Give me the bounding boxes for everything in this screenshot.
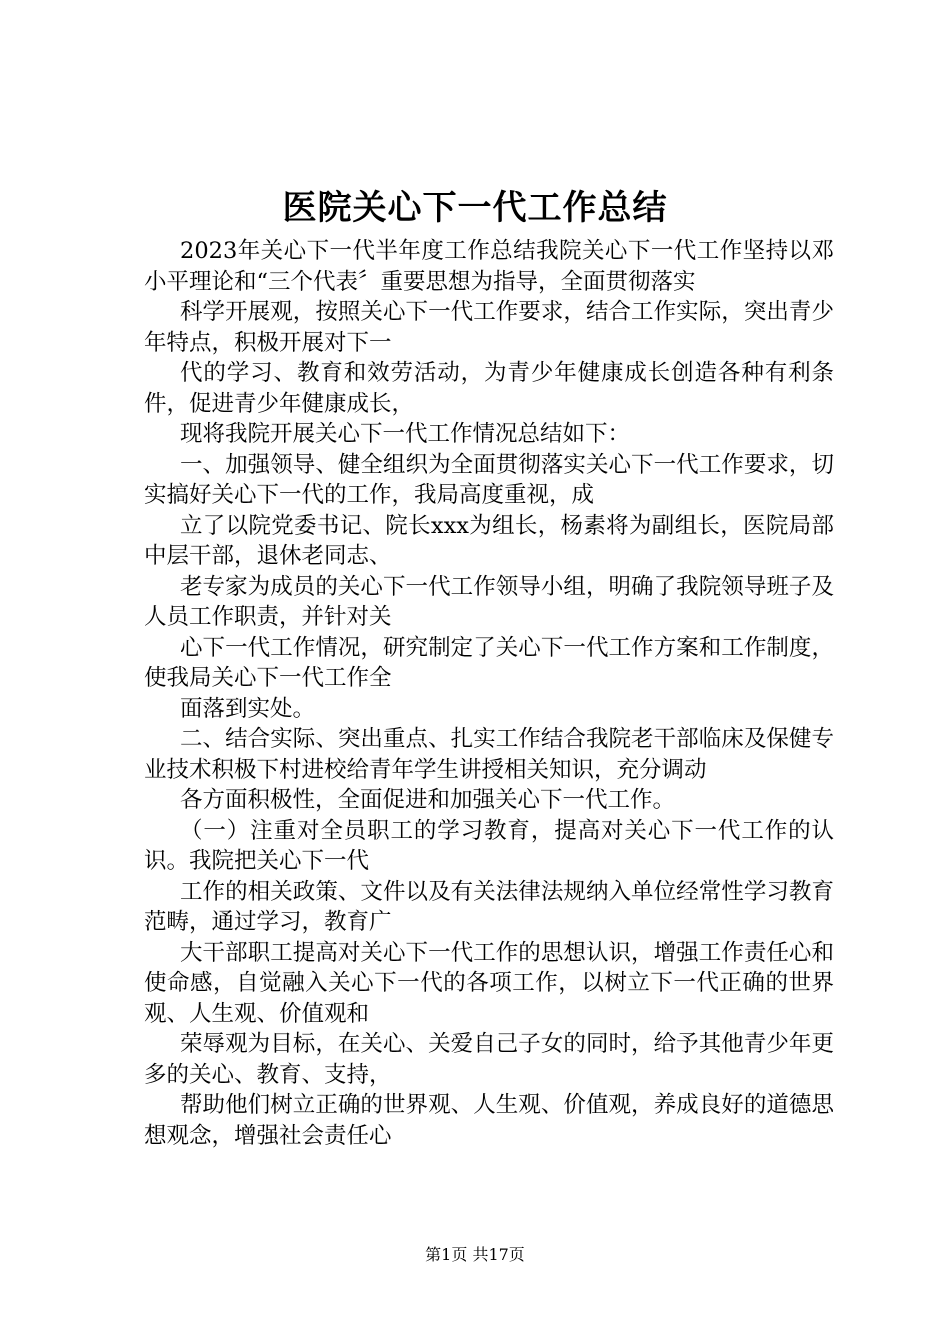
paragraph: 荣辱观为目标，在关心、关爱自己子女的同时，给予其他青少年更多的关心、教育、支持， [144,1031,834,1088]
paragraph: 大干部职工提高对关心下一代工作的思想认识，增强工作责任心和使命感，自觉融入关心下一代的各项工作，以树立下一代正确的世界观、人生观、价值观和 [144,939,834,1027]
paragraph: 面落到实处。 [180,695,316,722]
paragraph: 心下一代工作情况，研究制定了关心下一代工作方案和工作制度，使我局关心下一代工作全 [144,634,834,691]
paragraph: 现将我院开展关心下一代工作情况总结如下： [180,421,631,447]
paragraph: 科学开展观，按照关心下一代工作要求，结合工作实际，突出青少年特点，积极开展对下一 [144,299,834,356]
paragraph: （一）注重对全员职工的学习教育，提高对关心下一代工作的认识。我院把关心下一代 [144,817,834,874]
document-body [144,236,834,1151]
paragraph: 2023年关心下一代半年度工作总结我院关心下一代工作坚持以邓小平理论和“三个代表〞重要思想为指导，全面贯彻落实 [144,238,834,295]
paragraph: 一、加强领导、健全组织为全面贯彻落实关心下一代工作要求，切实搞好关心下一代的工作，我局高度重视，成 [144,451,834,508]
paragraph: 立了以院党委书记、院长xxx为组长，杨素将为副组长，医院局部中层干部，退休老同志、 [144,512,834,569]
paragraph: 工作的相关政策、文件以及有关法律法规纳入单位经常性学习教育范畴，通过学习，教育广 [144,878,834,935]
paragraph: 帮助他们树立正确的世界观、人生观、价值观，养成良好的道德思想观念，增强社会责任心 [144,1092,834,1149]
paragraph: 代的学习、教育和效劳活动，为青少年健康成长创造各种有利条件，促进青少年健康成长， [144,360,834,417]
paragraph: 各方面积极性，全面促进和加强关心下一代工作。 [180,787,676,813]
document-title: 医院关心下一代工作总结 [282,188,668,228]
paragraph: 老专家为成员的关心下一代工作领导小组，明确了我院领导班子及人员工作职责，并针对关 [144,573,834,630]
page-number-footer: 第1页 共17页 [425,1245,525,1264]
paragraph: 二、结合实际、突出重点、扎实工作结合我院老干部临床及保健专业技术积极下村进校给青年学生讲授相关知识，充分调动 [144,726,834,783]
